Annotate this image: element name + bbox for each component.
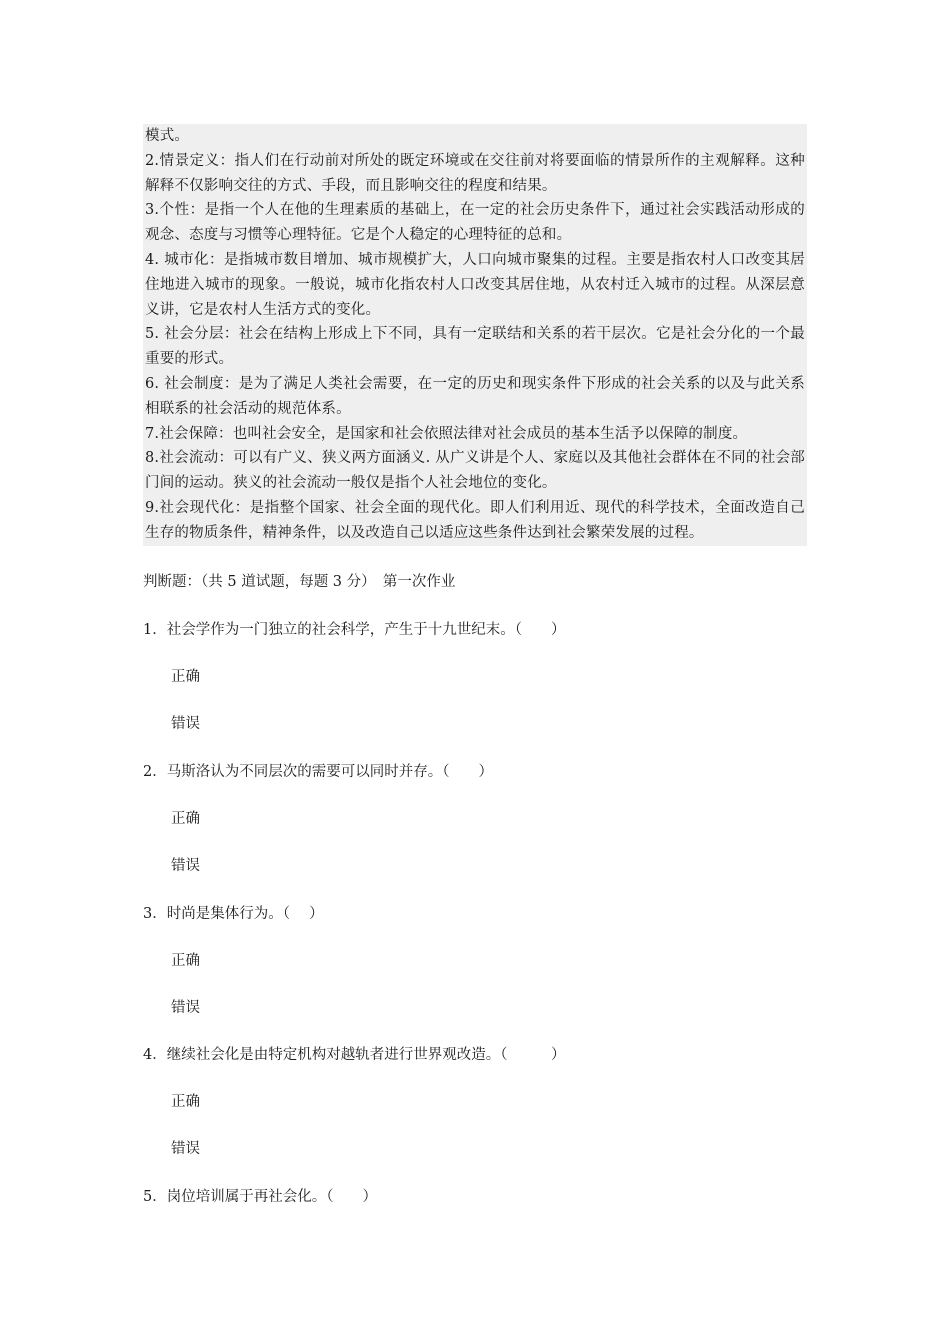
question-2: 2．马斯洛认为不同层次的需要可以同时并存。（ ） bbox=[143, 764, 493, 780]
definition-item: 8.社会流动：可以有广义、狭义两方面涵义. 从广义讲是个人、家庭以及其他社会群体在不同的社会部门间的运动。狭义的社会流动一般仅是指个人社会地位的变化。 bbox=[145, 450, 805, 492]
option-wrong[interactable]: 错误 bbox=[171, 1000, 200, 1016]
question-5: 5．岗位培训属于再社会化。（ ） bbox=[143, 1189, 377, 1205]
definitions-block bbox=[143, 124, 807, 546]
option-correct[interactable]: 正确 bbox=[171, 811, 200, 827]
option-wrong[interactable]: 错误 bbox=[171, 858, 200, 874]
question-1: 1．社会学作为一门独立的社会科学，产生于十九世纪末。（ ） bbox=[143, 622, 566, 638]
definition-item: 6. 社会制度：是为了满足人类社会需要，在一定的历史和现实条件下形成的社会关系的以及与此关系相联系的社会活动的规范体系。 bbox=[145, 375, 805, 417]
definition-item: 9.社会现代化：是指整个国家、社会全面的现代化。即人们利用近、现代的科学技术，全面改造自己生存的物质条件，精神条件，以及改造自己以适应这些条件达到社会繁荣发展的过程。 bbox=[145, 499, 805, 541]
definition-item: 2.情景定义：指人们在行动前对所处的既定环境或在交往前对将要面临的情景所作的主观解释。这种解释不仅影响交往的方式、手段，而且影响交往的程度和结果。 bbox=[145, 152, 805, 194]
definition-item: 7.社会保障：也叫社会安全，是国家和社会依照法律对社会成员的基本生活予以保障的制度。 bbox=[145, 425, 748, 442]
question-4: 4．继续社会化是由特定机构对越轨者进行世界观改造。（ ） bbox=[143, 1047, 566, 1063]
option-correct[interactable]: 正确 bbox=[171, 1094, 200, 1110]
section-title: 判断题：（共 5 道试题，每题 3 分） 第一次作业 bbox=[143, 574, 456, 590]
question-3: 3．时尚是集体行为。（ ） bbox=[143, 906, 324, 922]
definition-item: 模式。 bbox=[145, 128, 190, 144]
option-correct[interactable]: 正确 bbox=[171, 669, 200, 685]
definition-item: 5. 社会分层：社会在结构上形成上下不同，具有一定联结和关系的若干层次。它是社会分化的一个最重要的形式。 bbox=[145, 326, 805, 368]
definition-item: 3.个性：是指一个人在他的生理素质的基础上，在一定的社会历史条件下，通过社会实践活动形成的观念、态度与习惯等心理特征。它是个人稳定的心理特征的总和。 bbox=[145, 202, 805, 244]
option-wrong[interactable]: 错误 bbox=[171, 1141, 200, 1157]
definition-item: 4. 城市化：是指城市数目增加、城市规模扩大，人口向城市聚集的过程。主要是指农村人口改变其居住地进入城市的现象。一般说，城市化指农村人口改变其居住地，从农村迁入城市的过程。从深层意义讲，它是农村人生活方式的变化。 bbox=[145, 251, 805, 318]
option-correct[interactable]: 正确 bbox=[171, 953, 200, 969]
option-wrong[interactable]: 错误 bbox=[171, 716, 200, 732]
